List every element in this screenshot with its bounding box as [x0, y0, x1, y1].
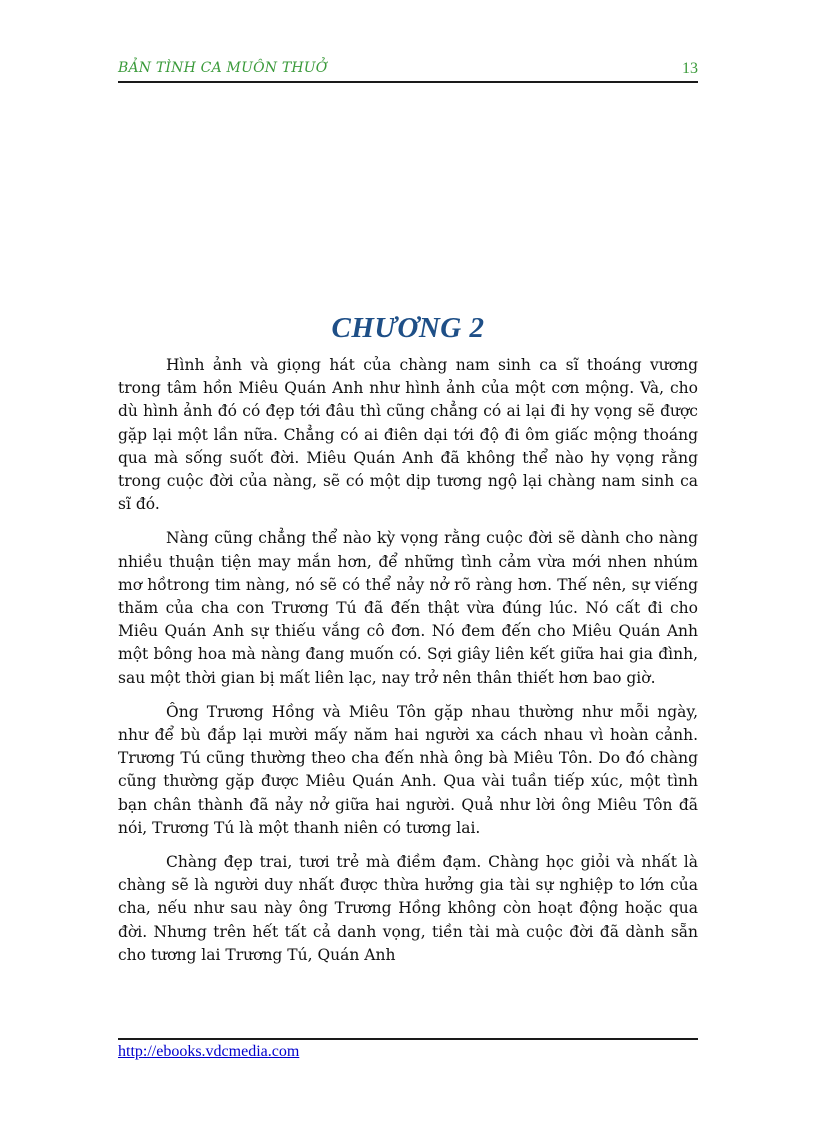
body-text: [118, 354, 698, 1039]
running-header: [118, 60, 698, 82]
page-number: 13: [682, 60, 698, 77]
footer-divider: [118, 1038, 698, 1040]
paragraph: Nàng cũng chẳng thể nào kỳ vọng rằng cuộc đời sẽ dành cho nàng nhiều thuận tiện may mắn hơn, để những tình cảm vừa mới nhen nhúm mơ hồtrong tim nàng, nó sẽ có thể nảy nở rõ ràng hơn. Thế nên, sự viếng thăm của cha con Trương Tú đã đến thật vừa đúng lúc. Nó cất đi cho Miêu Quán Anh sự thiếu vắng cô đơn. Nó đem đến cho Miêu Quán Anh một bông hoa mà nàng đang muốn có. Sợi giây liên kết giữa hai gia đình, sau một thời gian bị mất liên lạc, nay trở nên thân thiết hơn bao giờ.: [118, 529, 698, 687]
paragraph: Ông Trương Hồng và Miêu Tôn gặp nhau thường như mỗi ngày, như để bù đắp lại mười mấy năm hai người xa cách nhau vì hoàn cảnh. Trương Tú cũng thường theo cha đến nhà ông bà Miêu Tôn. Do đó chàng cũng thường gặp được Miêu Quán Anh. Qua vài tuần tiếp xúc, một tình bạn chân thành đã nảy nở giữa hai người. Quả như lời ông Miêu Tôn đã nói, Trương Tú là một thanh niên có tương lai.: [118, 702, 698, 837]
paragraph: Hình ảnh và giọng hát của chàng nam sinh ca sĩ thoáng vương trong tâm hồn Miêu Quán Anh như hình ảnh của một cơn mộng. Và, cho dù hình ảnh đó có đẹp tới đâu thì cũng chẳng có ai lại đi hy vọng sẽ được gặp lại một lần nữa. Chẳng có ai điên dại tới độ đi ôm giấc mộng thoáng qua mà sống suốt đời. Miêu Quán Anh đã không thể nào hy vọng rằng trong cuộc đời của nàng, sẽ có một dịp tương ngộ lại chàng nam sinh ca sĩ đó.: [118, 356, 698, 514]
footer-website-link[interactable]: http://ebooks.vdcmedia.com: [118, 1043, 300, 1060]
chapter-title: CHƯƠNG 2: [331, 312, 485, 344]
paragraph: Chàng đẹp trai, tươi trẻ mà điềm đạm. Chàng học giỏi và nhất là chàng sẽ là người duy nhất được thừa hưởng gia tài sự nghiệp to lớn của cha, nếu như sau này ông Trương Hồng không còn hoạt động hoặc qua đời. Nhưng trên hết tất cả danh vọng, tiền tài mà cuộc đời đã dành sẵn cho tương lai Trương Tú, Quán Anh: [118, 853, 698, 964]
header-divider: [118, 81, 698, 83]
book-title: BẢN TÌNH CA MUÔN THUỞ: [118, 60, 328, 76]
